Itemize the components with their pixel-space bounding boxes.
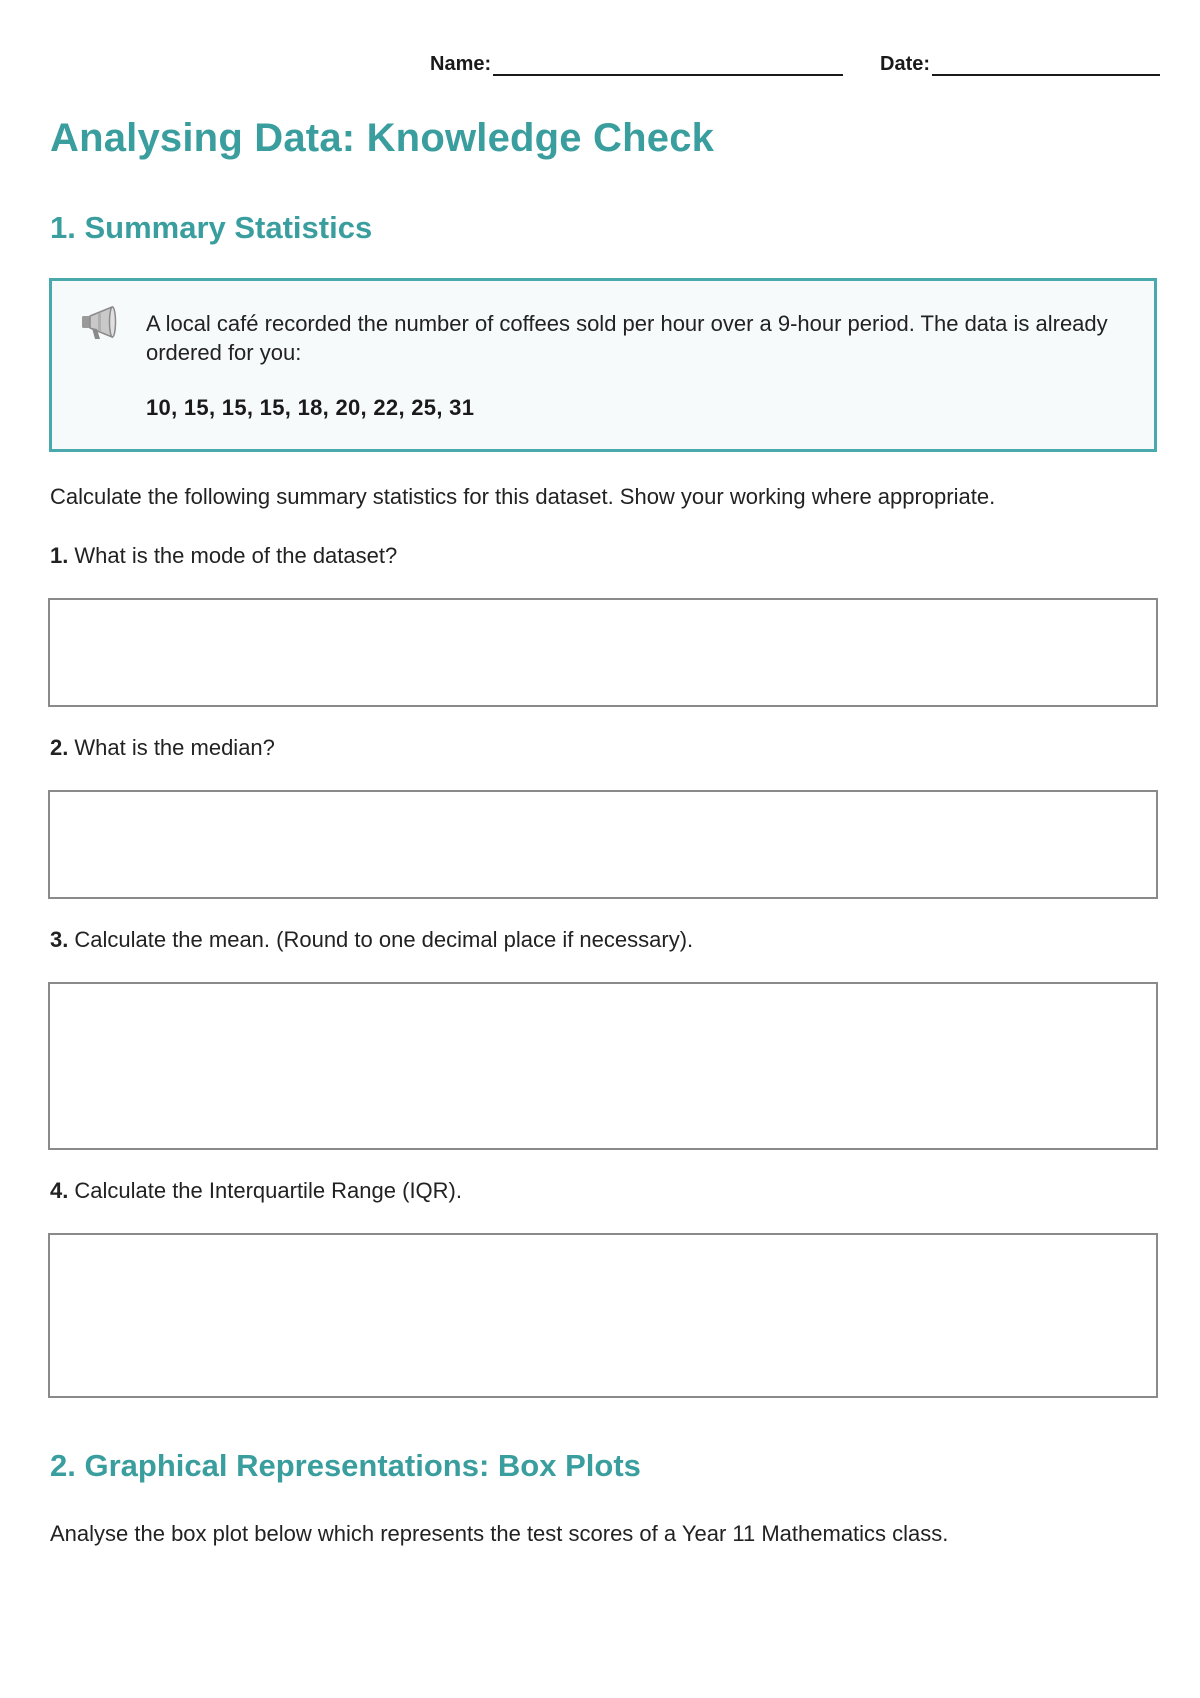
page-title: Analysing Data: Knowledge Check: [50, 116, 715, 160]
name-label: Name:: [430, 53, 492, 75]
section-heading-box-plots: 2. Graphical Representations: Box Plots: [50, 1448, 641, 1483]
answer-box-4[interactable]: [48, 1233, 1158, 1398]
question-number: 3.: [50, 927, 69, 952]
info-box: [49, 278, 1157, 452]
question-text: Calculate the mean. (Round to one decimal place if necessary).: [74, 927, 694, 952]
question-3: [50, 927, 693, 953]
question-number: 2.: [50, 735, 69, 760]
info-dataset: 10, 15, 15, 15, 18, 20, 22, 25, 31: [146, 395, 475, 420]
question-number: 4.: [50, 1178, 69, 1203]
section2-instruction: Analyse the box plot below which represents the test scores of a Year 11 Mathematics class.: [50, 1521, 949, 1546]
question-2: [50, 735, 275, 761]
question-text: Calculate the Interquartile Range (IQR).: [74, 1178, 462, 1203]
section-heading-summary-statistics: 1. Summary Statistics: [50, 210, 373, 245]
info-text: A local café recorded the number of coffees sold per hour over a 9-hour period. The data is already ordered for you:: [146, 311, 1108, 365]
megaphone-icon: [78, 303, 122, 343]
date-label: Date:: [880, 53, 931, 75]
date-field: [880, 50, 1160, 76]
question-text: What is the median?: [74, 735, 275, 760]
answer-box-2[interactable]: [48, 790, 1158, 899]
name-blank-line[interactable]: [493, 54, 843, 76]
name-field: [430, 50, 843, 76]
answer-box-1[interactable]: [48, 598, 1158, 707]
question-text: What is the mode of the dataset?: [74, 543, 398, 568]
answer-box-3[interactable]: [48, 982, 1158, 1150]
question-number: 1.: [50, 543, 69, 568]
date-blank-line[interactable]: [932, 54, 1160, 76]
question-1: [50, 543, 397, 569]
question-4: [50, 1178, 462, 1204]
header: [430, 50, 1160, 76]
section1-instruction: Calculate the following summary statistics for this dataset. Show your working where appropriate.: [50, 484, 996, 509]
